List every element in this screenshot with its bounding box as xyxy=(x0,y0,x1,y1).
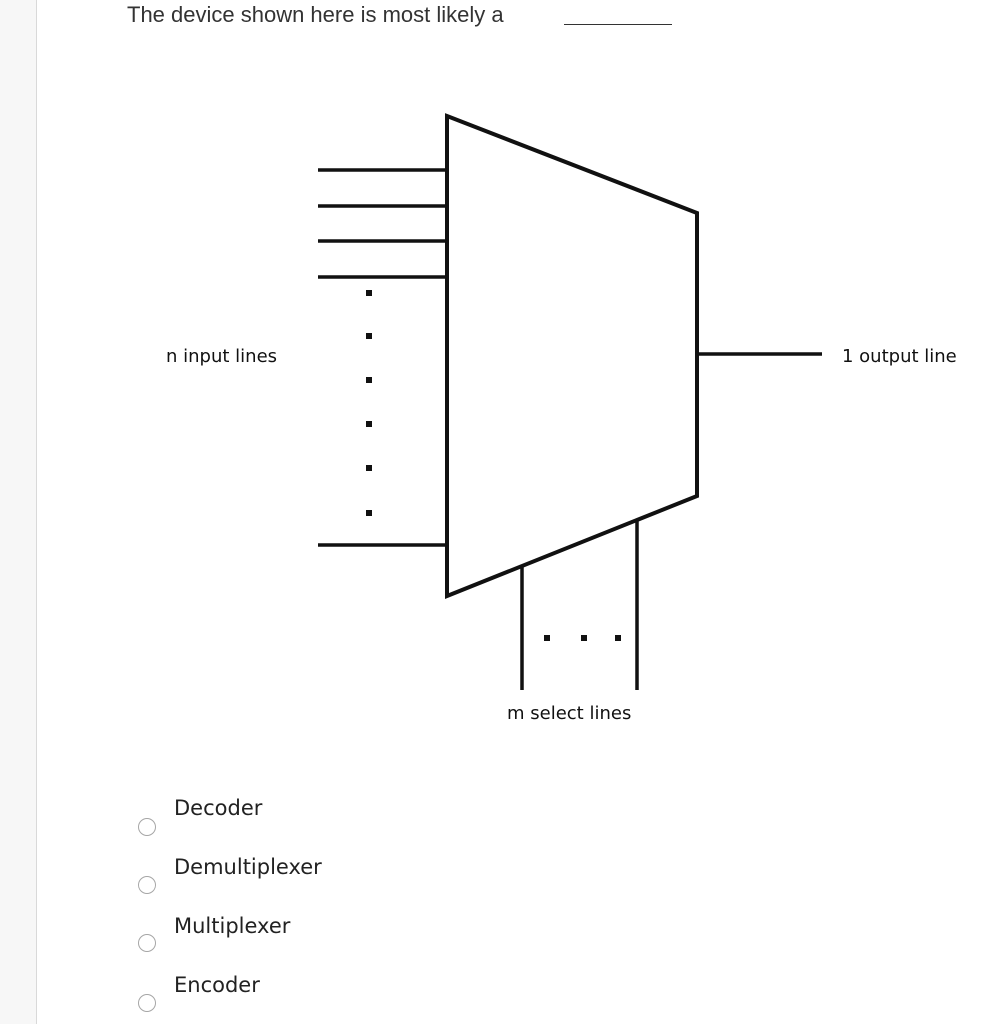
answer-label[interactable]: Multiplexer xyxy=(174,914,291,938)
answer-option-encoder[interactable] xyxy=(0,967,400,1019)
radio-button[interactable] xyxy=(138,818,156,836)
ellipsis-dot xyxy=(615,635,621,641)
radio-button[interactable] xyxy=(138,994,156,1012)
answer-option-demultiplexer[interactable] xyxy=(0,849,400,901)
ellipsis-dot xyxy=(366,510,372,516)
answer-option-decoder[interactable] xyxy=(0,790,400,842)
ellipsis-dot xyxy=(544,635,550,641)
answer-label[interactable]: Demultiplexer xyxy=(174,855,322,879)
ellipsis-dot xyxy=(366,421,372,427)
ellipsis-dot xyxy=(581,635,587,641)
radio-button[interactable] xyxy=(138,934,156,952)
answer-label[interactable]: Decoder xyxy=(174,796,263,820)
ellipsis-dot xyxy=(366,377,372,383)
answer-option-multiplexer[interactable] xyxy=(0,908,400,960)
answer-label[interactable]: Encoder xyxy=(174,973,260,997)
ellipsis-dot xyxy=(366,333,372,339)
ellipsis-dot xyxy=(366,290,372,296)
input-label: n input lines xyxy=(166,346,278,367)
radio-button[interactable] xyxy=(138,876,156,894)
select-label: m select lines xyxy=(507,703,632,724)
ellipsis-dot xyxy=(366,465,372,471)
question-text: The device shown here is most likely a xyxy=(127,2,504,27)
device-body xyxy=(447,116,697,596)
output-label: 1 output line xyxy=(842,346,957,367)
